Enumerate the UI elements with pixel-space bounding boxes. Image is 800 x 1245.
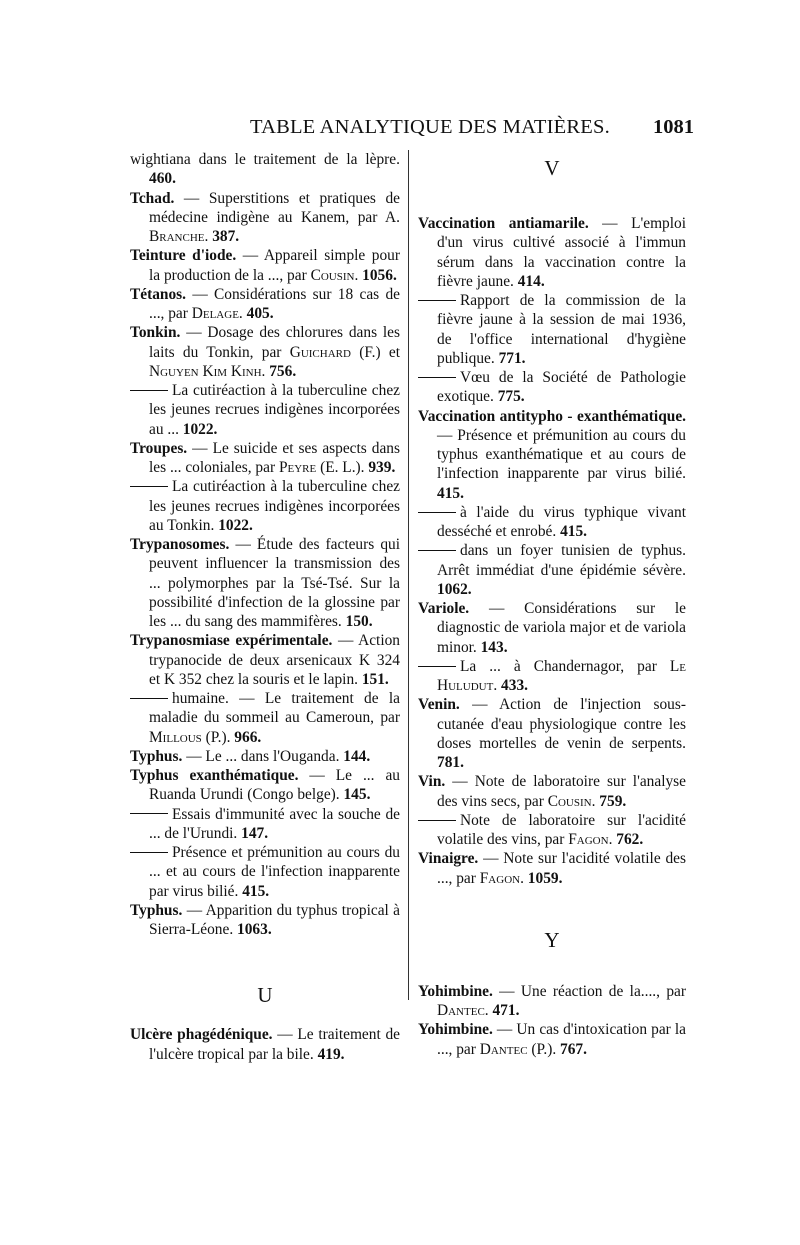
entry-text: — Apparition du typhus tropical à Sierra-Léone. xyxy=(149,901,400,938)
index-entry xyxy=(418,695,686,772)
entry-text: — Une réaction de la...., par xyxy=(492,982,686,1000)
page-number: 1081 xyxy=(653,116,694,138)
page-reference: 939. xyxy=(368,459,396,476)
author-name: Dantec xyxy=(437,1002,485,1019)
index-entry xyxy=(130,323,400,381)
entry-text: — Le ... au Ruanda Urundi (Congo belge). xyxy=(149,767,400,804)
entries-u xyxy=(130,1025,400,1064)
author-name: Fagon xyxy=(479,869,521,887)
page-reference: 771. xyxy=(498,349,526,367)
entry-text: — Considérations sur 18 cas de ..., par xyxy=(149,285,400,322)
entry-text: — Action trypanocide de deux arsenicaux K 324 et K 352 chez la souris et le lapin. xyxy=(149,632,400,688)
author-name: Fagon xyxy=(568,831,609,848)
entry-text: — L'emploi d'un virus cultivé associé à l'immun sérum dans la vaccination contre la fièvre jaune. xyxy=(437,215,686,290)
entry-text: — Le ... dans l'Ouganda. xyxy=(182,747,344,765)
entry-text: . xyxy=(261,362,270,380)
right-column xyxy=(418,150,686,1059)
entry-text: . xyxy=(484,1002,493,1019)
page-reference: 1063. xyxy=(237,921,272,938)
index-entry xyxy=(130,901,400,940)
entry-text: — Note sur l'acidité volatile des ..., par xyxy=(437,850,686,887)
entry-heading: Yohimbine. xyxy=(418,1021,493,1039)
entry-heading: Ulcère phagédénique. xyxy=(130,1026,273,1044)
entry-text: — Appareil simple pour la production de la ..., par xyxy=(149,247,401,284)
index-entry xyxy=(418,982,686,1021)
entry-text: wightiana dans le traitement de la lèpre. xyxy=(130,151,400,168)
page-reference: 433. xyxy=(501,677,528,694)
index-entry xyxy=(130,477,400,535)
ditto-dash xyxy=(418,666,456,667)
index-entry xyxy=(418,541,686,599)
entries-t xyxy=(130,150,400,939)
author-name: Delage xyxy=(191,305,239,322)
section-letter-y: Y xyxy=(544,927,560,952)
index-entry xyxy=(130,189,400,247)
entry-text: . xyxy=(238,305,247,322)
entries-y xyxy=(418,982,686,1059)
author-name: Branche xyxy=(149,228,205,245)
page-reference: 387. xyxy=(212,228,240,245)
ditto-dash xyxy=(418,377,456,378)
page-reference: 781. xyxy=(437,754,464,771)
author-name: Peyre xyxy=(278,459,317,476)
index-entry xyxy=(130,766,400,805)
page-reference: 414. xyxy=(517,272,545,290)
page-reference: 775. xyxy=(497,388,525,406)
index-entry xyxy=(418,368,686,407)
page-reference: 966. xyxy=(234,728,262,746)
entry-text: — Le suicide et ses aspects dans les ... coloniales, par xyxy=(149,439,400,476)
running-header xyxy=(0,116,800,146)
index-entry xyxy=(418,1020,686,1059)
ditto-dash xyxy=(418,512,456,513)
ditto-dash xyxy=(130,852,168,853)
entry-heading: Yohimbine. xyxy=(418,982,493,1000)
ditto-dash xyxy=(130,813,168,814)
index-entry xyxy=(130,1025,400,1064)
author-name: Guichard xyxy=(289,343,351,361)
page-reference: 147. xyxy=(241,824,269,842)
author-name: Cousin xyxy=(547,792,592,810)
index-entry xyxy=(130,631,400,689)
index-entry xyxy=(130,843,400,901)
page-reference: 151. xyxy=(361,670,389,688)
index-entry xyxy=(130,150,400,189)
left-column xyxy=(130,150,400,1064)
entry-text: . xyxy=(591,792,600,810)
ditto-dash xyxy=(418,550,456,551)
entries-v xyxy=(418,214,686,888)
page-reference: 415. xyxy=(560,523,588,540)
entry-heading: Vaccination antiamarile. xyxy=(418,215,589,232)
index-entry xyxy=(418,214,686,291)
entry-heading: Typhus. xyxy=(130,747,183,765)
entry-text: Essais d'immunité avec la souche de ... de l'Urundi. xyxy=(149,805,400,842)
section-letter-v: V xyxy=(544,156,560,180)
entry-text: La ... à Chandernagor, par xyxy=(460,657,670,675)
entry-heading: Trypanosmiase expérimentale. xyxy=(130,632,333,650)
page-reference: 1056. xyxy=(362,266,397,284)
page-reference: 759. xyxy=(599,792,627,810)
entry-heading: Typhus. xyxy=(130,901,183,919)
index-entry xyxy=(418,407,686,503)
page-reference: 1022. xyxy=(182,420,218,438)
entry-text: Vœu de la Société de Pathologie exotique. xyxy=(437,369,686,406)
index-entry xyxy=(418,849,686,888)
entry-heading: Trypanosomes. xyxy=(130,536,230,553)
index-entry xyxy=(418,657,686,696)
author-name: Dantec xyxy=(479,1040,528,1058)
page-reference: 762. xyxy=(616,831,644,848)
index-entry xyxy=(130,689,400,747)
page-reference: 415. xyxy=(242,882,270,900)
entry-heading: Vin. xyxy=(418,773,446,791)
page-reference: 471. xyxy=(492,1002,520,1019)
page-reference: 1062. xyxy=(437,580,472,598)
entry-text: — Action de l'injection sous-cutanée d'eau physiologique contre les doses mortelles de venin de serpents. xyxy=(437,696,686,752)
page-reference: 767. xyxy=(560,1040,587,1058)
page-reference: 1022. xyxy=(218,516,253,534)
entry-text: (P.). xyxy=(527,1040,561,1058)
page-title: TABLE ANALYTIQUE DES MATIÈRES. xyxy=(250,116,610,138)
entry-text: . xyxy=(204,228,213,245)
section-letter-u: U xyxy=(257,983,273,1008)
entry-text: . xyxy=(520,869,528,887)
entry-text: . xyxy=(493,677,502,694)
index-entry xyxy=(418,503,686,542)
author-name: Nguyen Kim Kinh xyxy=(149,362,262,380)
entry-text: à l'aide du virus typhique vivant desséché et enrobé. xyxy=(437,503,686,540)
author-name: Millous xyxy=(149,728,202,746)
entry-text: — Un cas d'intoxication par la ..., par xyxy=(437,1021,686,1058)
entry-text: — Présence et prémunition au cours du typhus exanthématique et au cours de l'infection inapparente par virus bilié. xyxy=(437,426,686,483)
entry-text: (F.) et xyxy=(350,343,400,361)
entry-text: humaine. — Le traitement de la maladie du sommeil au Cameroun, par xyxy=(149,690,400,727)
ditto-dash xyxy=(130,486,168,487)
ditto-dash xyxy=(130,390,168,391)
index-entry xyxy=(130,439,400,478)
index-entry xyxy=(130,747,400,766)
entry-text: Présence et prémunition au cours du ... et au cours de l'infection inapparente par virus bilié. xyxy=(149,844,400,900)
entry-text: Note de laboratoire sur l'acidité volatile des vins, par xyxy=(437,811,686,848)
entry-heading: Troupes. xyxy=(130,439,188,457)
entry-heading: Venin. xyxy=(418,696,460,714)
entry-heading: Tétanos. xyxy=(130,285,187,303)
entry-text: — Superstitions et pratiques de médecine indigène au Kanem, par A. xyxy=(149,189,400,226)
index-entry xyxy=(418,772,686,811)
index-entry xyxy=(130,381,400,439)
ditto-dash xyxy=(418,820,456,821)
entry-heading: Variole. xyxy=(418,600,470,617)
ditto-dash xyxy=(130,698,168,699)
entry-text: . xyxy=(354,266,363,284)
page-reference: 1059. xyxy=(527,869,563,887)
entry-heading: Vinaigre. xyxy=(418,850,479,868)
index-entry xyxy=(130,285,400,324)
entry-heading: Typhus exanthématique. xyxy=(130,767,299,784)
index-entry xyxy=(130,805,400,844)
ditto-dash xyxy=(418,300,456,301)
entry-text: (E. L.). xyxy=(316,459,369,476)
index-entry xyxy=(418,811,686,850)
page-reference: 419. xyxy=(317,1045,345,1063)
entry-text: La cutiréaction à la tuberculine chez les jeunes recrues indigènes incorporées au ... xyxy=(149,382,400,438)
entry-text: dans un foyer tunisien de typhus. Arrêt immédiat d'une épidémie sévère. xyxy=(437,542,686,579)
entry-text: . xyxy=(608,831,617,848)
column-divider xyxy=(408,150,409,1000)
page-reference: 144. xyxy=(343,747,371,765)
page-reference: 145. xyxy=(343,786,371,804)
page-reference: 150. xyxy=(345,613,373,630)
index-entry xyxy=(130,535,400,631)
entry-text: — Le traitement de l'ulcère tropical par la bile. xyxy=(149,1026,400,1063)
page-reference: 415. xyxy=(437,484,464,502)
entry-text: — Dosage des chlorures dans les laits du Tonkin, par xyxy=(149,324,400,361)
entry-text: (P.). xyxy=(201,728,235,746)
entry-text: La cutiréaction à la tuberculine chez les jeunes recrues indigènes incorporées au Tonkin. xyxy=(149,478,400,534)
author-name: Cousin xyxy=(310,266,355,284)
author-name: Le Huludut xyxy=(437,657,686,694)
entry-text: — Étude des facteurs qui peuvent influencer la transmission des ... polymorphes par la Tsé-Tsé. Sur la possibilité d'infection de la glossine par les ... du sang des mammifères. xyxy=(149,536,400,630)
entry-text: — Considérations sur le diagnostic de variola major et de variola minor. xyxy=(437,600,686,656)
entry-heading: Teinture d'iode. xyxy=(130,247,237,265)
entry-heading: Tonkin. xyxy=(130,324,181,342)
index-entry xyxy=(130,246,400,285)
page-reference: 405. xyxy=(246,305,274,322)
index-entry xyxy=(418,291,686,368)
entry-text: Rapport de la commission de la fièvre jaune à la session de mai 1936, de l'office international d'hygiène publique. xyxy=(437,292,686,367)
page-reference: 756. xyxy=(269,362,297,380)
entry-heading: Vaccination antitypho - exanthématique. xyxy=(418,407,686,425)
entry-text: — Note de laboratoire sur l'analyse des vins secs, par xyxy=(437,773,686,810)
page-reference: 143. xyxy=(480,638,508,656)
entry-heading: Tchad. xyxy=(130,189,175,207)
page-reference: 460. xyxy=(149,170,176,188)
index-entry xyxy=(418,599,686,657)
